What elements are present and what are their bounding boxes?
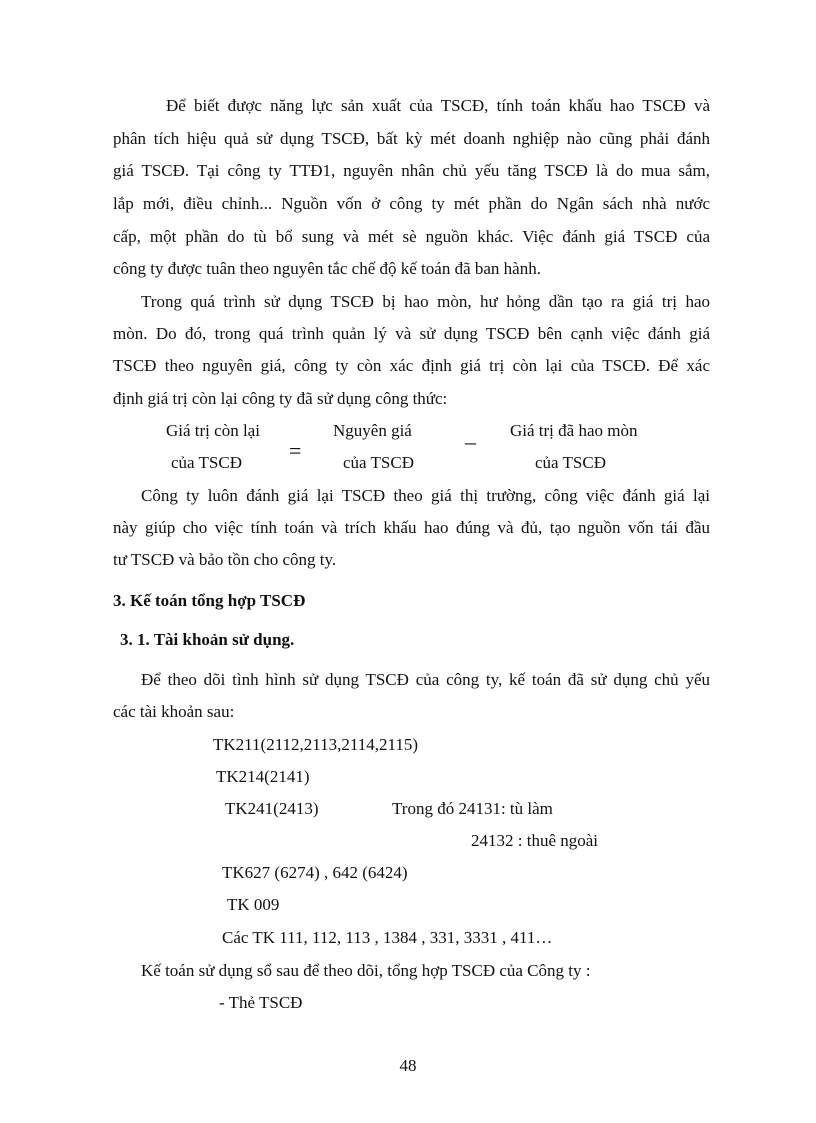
page-number: 48 [399,1056,417,1075]
paragraph3-line3: tư TSCĐ và bảo tồn cho công ty. [113,550,337,569]
account-tk241-note2: 24132 : thuê ngoài [471,831,599,850]
account-other: Các TK 111, 112, 113 , 1384 , 331, 3331 , 411… [222,928,553,947]
account-tk009: TK 009 [227,895,280,914]
formula-term3-line1: Giá trị đã hao mòn [510,421,638,440]
account-tk241-note: Trong đó 24131: tù làm [392,799,553,818]
paragraph1-line3: giá TSCĐ. Tại công ty TTĐ1, nguyên nhân chủ yếu tăng TSCĐ là do mua sắm, [113,161,710,180]
formula-term2-line1: Nguyên giá [333,421,412,440]
formula-term1-line1: Giá trị còn lại [166,421,260,440]
paragraph2-line2: mòn. Do đó, trong quá trình quản lý và sử dụng TSCĐ bên cạnh việc đánh giá [113,324,710,343]
paragraph1-line6: công ty được tuân theo nguyên tắc chế độ kế toán đã ban hành. [113,259,541,278]
formula-term1-line2: của TSCĐ [171,453,242,472]
paragraph2-line4: định giá trị còn lại công ty đã sử dụng công thức: [113,389,448,408]
paragraph1-line4: lắp mới, điều chỉnh... Nguồn vốn ở công ty mét phần do Ngân sách nhà nước [113,194,710,213]
paragraph1-line1: Để biết được năng lực sản xuất của TSCĐ, tính toán khấu hao TSCĐ và [166,96,710,115]
account-tk627: TK627 (6274) , 642 (6424) [222,863,408,882]
account-tk241: TK241(2413) [225,799,319,818]
paragraph3-line2: này giúp cho việc tính toán và trích khấu hao đúng và đủ, tạo nguồn vốn tái đầu [113,518,710,537]
paragraph4-line1: Để theo dõi tình hình sử dụng TSCĐ của công ty, kế toán đã sử dụng chủ yếu [141,670,710,689]
formula-term3-line2: của TSCĐ [535,453,606,472]
paragraph1-line2: phân tích hiệu quả sử dụng TSCĐ, bất kỳ mét doanh nghiệp nào cũng phải đánh [113,129,710,148]
formula-equals-sign: = [289,438,302,463]
paragraph2-line1: Trong quá trình sử dụng TSCĐ bị hao mòn, hư hỏng dần tạo ra giá trị hao [141,292,710,311]
paragraph4-line2: các tài khoản sau: [113,702,235,721]
subsection-heading: 3. 1. Tài khoản sử dụng. [120,630,295,649]
formula-term2-line2: của TSCĐ [343,453,414,472]
account-tk214: TK214(2141) [216,767,310,786]
list-item-the-tscd: - Thẻ TSCĐ [219,993,303,1012]
paragraph1-line5: cấp, một phần do tù bổ sung và mét sè nguồn khác. Việc đánh giá TSCĐ của [113,227,710,246]
paragraph5: Kế toán sử dụng sổ sau để theo dõi, tổng hợp TSCĐ của Công ty : [141,961,591,980]
formula-minus-sign: – [465,429,476,454]
section-heading: 3. Kế toán tổng hợp TSCĐ [113,591,306,610]
paragraph3-line1: Công ty luôn đánh giá lại TSCĐ theo giá thị trường, công việc đánh giá lại [141,486,710,505]
account-tk211: TK211(2112,2113,2114,2115) [213,735,419,754]
paragraph2-line3: TSCĐ theo nguyên giá, công ty còn xác định giá trị còn lại của TSCĐ. Để xác [113,356,710,375]
